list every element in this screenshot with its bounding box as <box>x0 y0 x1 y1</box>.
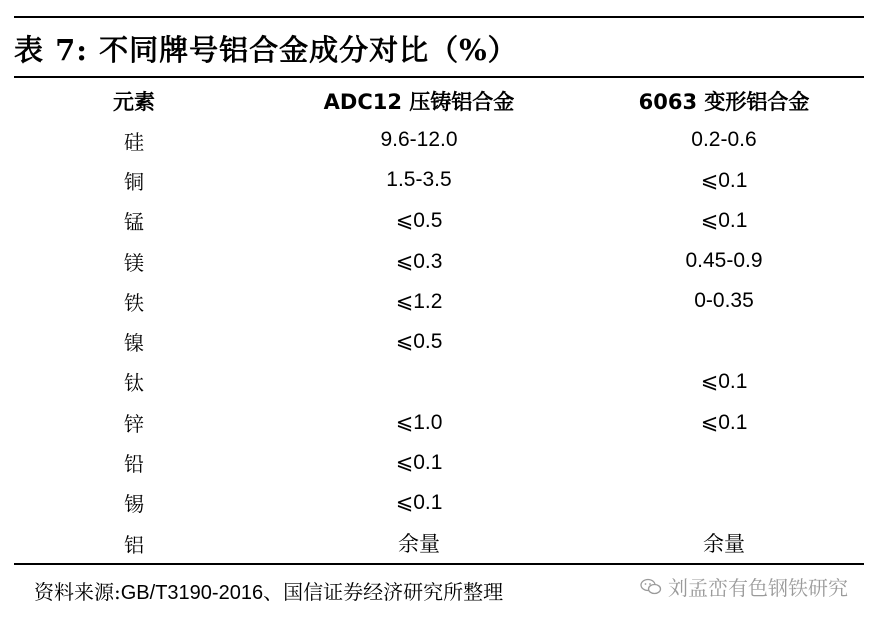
source-note <box>34 576 503 605</box>
table-row <box>14 402 864 442</box>
top-rule <box>14 16 864 18</box>
header-row <box>14 82 864 120</box>
cell-6063: ⩽0.1 <box>700 168 748 192</box>
cell-6063: ⩽0.1 <box>700 410 748 434</box>
table-row <box>14 442 864 482</box>
table-row <box>14 241 864 281</box>
header-element: 元素 <box>113 89 155 114</box>
watermark-text: 刘孟峦有色钢铁研究 <box>668 576 848 600</box>
table-row <box>14 362 864 402</box>
header-6063: 6063 变形铝合金 <box>638 90 810 114</box>
cell-6063: 0.2-0.6 <box>691 128 757 152</box>
cell-adc12: ⩽0.5 <box>395 330 443 354</box>
cell-adc12: ⩽0.1 <box>395 491 443 515</box>
cell-6063: ⩽0.1 <box>700 209 748 233</box>
bottom-rule <box>14 563 864 565</box>
cell-6063: 余量 <box>703 533 745 557</box>
table-row <box>14 281 864 321</box>
cell-element: 铁 <box>124 290 144 315</box>
source-code: GB/T3190-2016 <box>120 582 264 604</box>
table-title: 表 7: 不同牌号铝合金成分对比（%） <box>14 33 518 67</box>
cell-element: 锰 <box>124 210 144 235</box>
cell-element: 硅 <box>124 129 144 154</box>
cell-adc12: ⩽0.1 <box>395 451 443 475</box>
table-row <box>14 160 864 200</box>
cell-adc12: ⩽1.0 <box>395 410 443 434</box>
table-row <box>14 523 864 563</box>
cell-adc12: ⩽0.5 <box>395 209 443 233</box>
cell-element: 铝 <box>124 532 144 557</box>
cell-6063: ⩽0.1 <box>700 370 748 394</box>
cell-6063 <box>584 321 864 361</box>
watermark <box>640 572 848 601</box>
cell-element: 铜 <box>124 169 144 194</box>
cell-element: 锡 <box>124 492 144 517</box>
source-prefix: 资料来源: <box>34 580 121 604</box>
cell-adc12: ⩽0.3 <box>395 249 443 273</box>
cell-adc12: 1.5-3.5 <box>386 168 452 192</box>
title-rule <box>14 76 864 78</box>
table-row <box>14 120 864 160</box>
table-row <box>14 483 864 523</box>
cell-element: 铅 <box>124 452 144 477</box>
cell-adc12: 9.6-12.0 <box>380 128 458 152</box>
table-row <box>14 321 864 361</box>
cell-adc12 <box>254 362 584 402</box>
cell-element: 镁 <box>124 250 144 275</box>
cell-adc12: 余量 <box>398 533 440 557</box>
cell-element: 锌 <box>124 411 144 436</box>
cell-6063: 0-0.35 <box>694 289 754 313</box>
cell-element: 镍 <box>124 331 144 356</box>
cell-element: 钛 <box>124 371 144 396</box>
cell-6063: 0.45-0.9 <box>685 249 763 273</box>
cell-6063 <box>584 483 864 523</box>
source-suffix: 、国信证券经济研究所整理 <box>263 580 504 604</box>
table-row <box>14 201 864 241</box>
wechat-icon <box>640 578 662 596</box>
cell-6063 <box>584 442 864 482</box>
cell-adc12: ⩽1.2 <box>395 289 443 313</box>
composition-table <box>14 82 864 563</box>
header-adc12: ADC12 压铸铝合金 <box>323 90 515 114</box>
